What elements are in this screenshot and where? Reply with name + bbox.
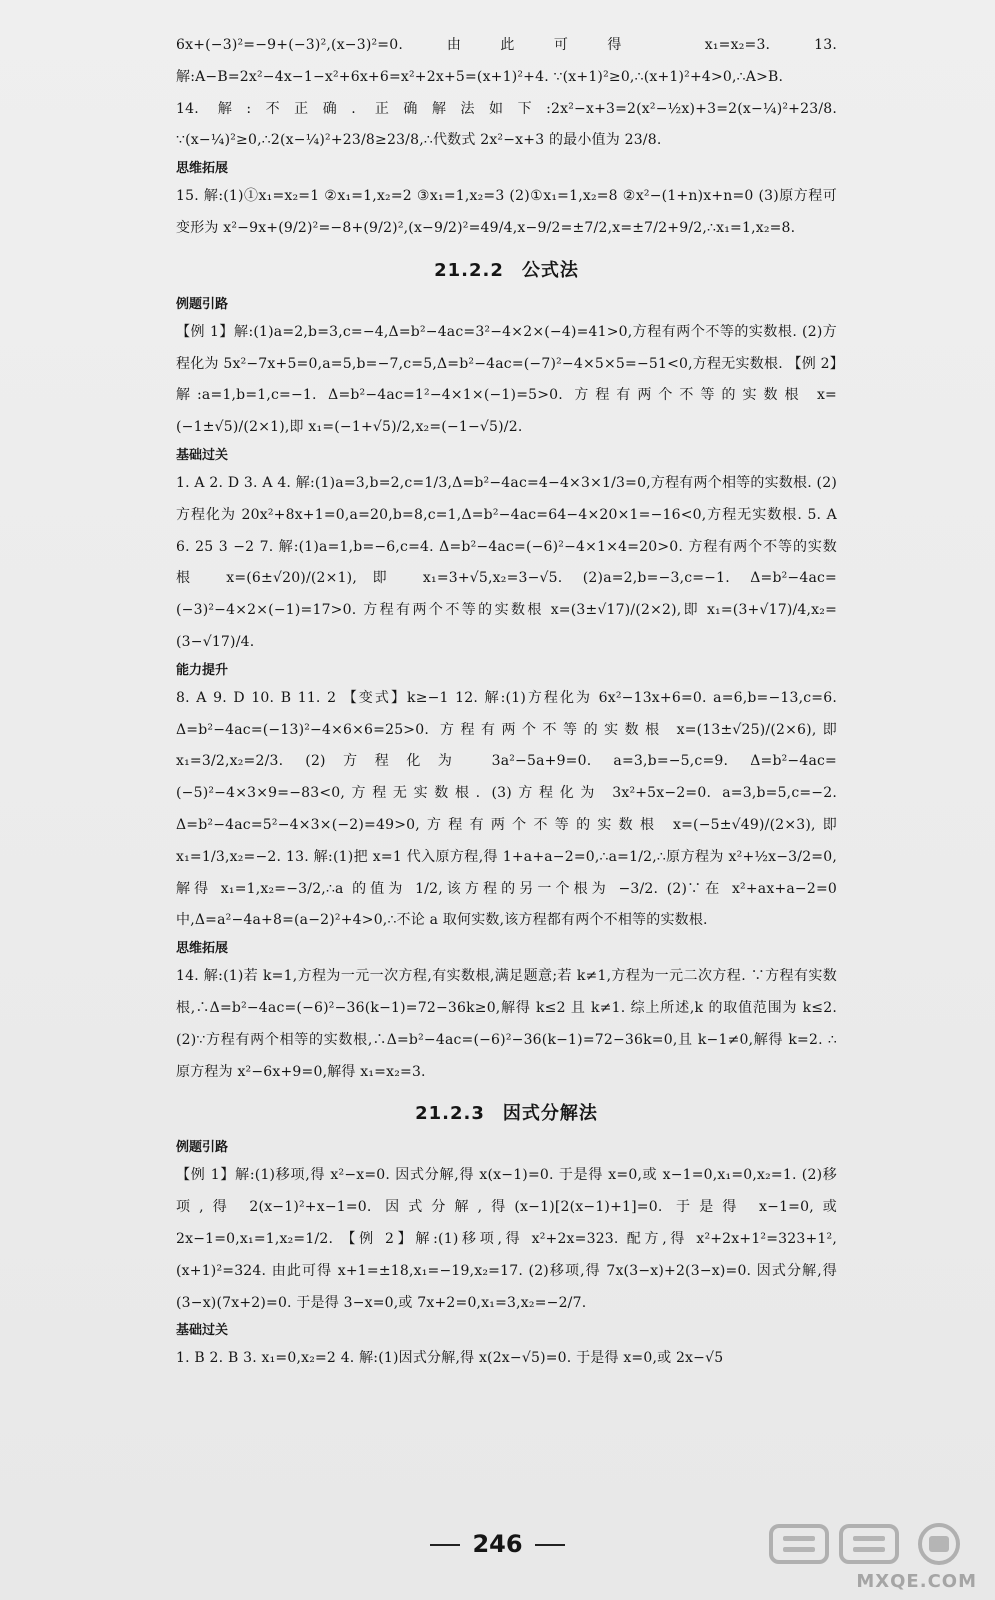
answer-14: 14. 解:不正确. 正确解法如下:2x²−x+3=2(x²−½x)+3=2(x−¼)²+23/8. ∵(x−¼)²≥0,∴2(x−¼)²+23/8≥23/8,∴代数式 2x²−x+3 的最小值为 23/8. xyxy=(176,100,837,149)
section-name: 因式分解法 xyxy=(502,1103,598,1125)
ability-formula: 8. A 9. D 10. B 11. 2 【变式】k≥−1 12. 解:(1)方程化为 6x²−13x+6=0. a=6,b=−13,c=6. Δ=b²−4ac=(−13)²−4×6×6=25>0. 方程有两个不等的实数根 x=(13±√25)/(2×6),即 x₁=3/2,x₂=2/3. (2)方程化为 3a²−5a+9=0. a=3,b=−5,c=9. Δ=b²−4ac=(−5)²−4×3×9=−83<0,方程无实数根. (3)方程化为 3x²+5x−2=0. a=3,b=5,c=−2. Δ=b²−4ac=5²−4×3×(−2)=49>0,方程有两个不等的实数根 x=(−5±√49)/(2×3),即 x₁=1/3,x₂=−2. 13. 解:(1)把 x=1 代入原方程,得 1+a+a−2=0,∴a=1/2,∴原方程为 x²+½x−3/2=0,解得 x₁=1,x₂=−3/2,∴a 的值为 1/2,该方程的另一个根为 −3/2. (2)∵在 x²+ax+a−2=0 中,Δ=a²−4a+8=(a−2)²+4>0,∴不论 a 取何实数,该方程都有两个不相等的实数根. xyxy=(176,689,837,929)
thinking-formula: 14. 解:(1)若 k=1,方程为一元一次方程,有实数根,满足题意;若 k≠1,方程为一元二次方程. ∵方程有实数根,∴Δ=b²−4ac=(−6)²−36(k−1)=72−36k≥0,解得 k≤2 且 k≠1. 综上所述,k 的取值范围为 k≤2. (2)∵方程有两个相等的实数根,∴Δ=b²−4ac=(−6)²−36(k−1)=72−36k=0,且 k−1≠0,解得 k=2. ∴原方程为 x²−6x+9=0,解得 x₁=x₂=3. xyxy=(176,968,837,1080)
label-examples: 例题引路 xyxy=(176,296,229,312)
section-name: 公式法 xyxy=(521,259,579,281)
label-ability: 能力提升 xyxy=(176,662,229,678)
section-title-formula xyxy=(176,249,837,293)
section-number: 21.2.2 xyxy=(434,259,504,281)
label-thinking-expand: 思维拓展 xyxy=(176,161,229,177)
section-title-factor xyxy=(176,1092,837,1136)
examples-factor: 【例 1】解:(1)移项,得 x²−x=0. 因式分解,得 x(x−1)=0. 于是得 x=0,或 x−1=0,x₁=0,x₂=1. (2)移项,得 2(x−1)²+x−1=0. 因式分解,得(x−1)[2(x−1)+1]=0. 于是得 x−1=0,或 2x−1=0,x₁=1,x₂=1/2. 【例 2】解:(1)移项,得 x²+2x=323. 配方,得 x²+2x+1²=323+1²,(x+1)²=324. 由此可得 x+1=±18,x₁=−19,x₂=17. (2)移项,得 7x(3−x)+2(3−x)=0. 因式分解,得(3−x)(7x+2)=0. 于是得 3−x=0,或 7x+2=0,x₁=3,x₂=−2/7. xyxy=(176,1167,837,1311)
basic-factor: 1. B 2. B 3. x₁=0,x₂=2 4. 解:(1)因式分解,得 x(2x−√5)=0. 于是得 x=0,或 2x−√5 xyxy=(176,1350,724,1367)
watermark-logo xyxy=(755,1522,985,1592)
page-number-dash-left xyxy=(430,1544,460,1546)
label-thinking-expand-2: 思维拓展 xyxy=(176,941,229,957)
label-basic-2: 基础过关 xyxy=(176,1323,229,1339)
label-basic: 基础过关 xyxy=(176,447,229,463)
basic-formula: 1. A 2. D 3. A 4. 解:(1)a=3,b=2,c=1/3,Δ=b²−4ac=4−4×3×1/3=0,方程有两个相等的实数根. (2)方程化为 20x²+8x+1=0,a=20,b=8,c=1,Δ=b²−4ac=64−4×20×1=−16<0,方程无实数根. 5. A 6. 25 3 −2 7. 解:(1)a=1,b=−6,c=4. Δ=b²−4ac=(−6)²−4×1×4=20>0. 方程有两个不等的实数根 x=(6±√20)/(2×1),即 x₁=3+√5,x₂=3−√5. (2)a=2,b=−3,c=−1. Δ=b²−4ac=(−3)²−4×2×(−1)=17>0. 方程有两个不等的实数根 x=(3±√17)/(2×2),即 x₁=(3+√17)/4,x₂=(3−√17)/4. xyxy=(176,474,837,650)
page-number-dash-right xyxy=(535,1544,565,1546)
watermark-url: MXQE.COM xyxy=(856,1571,977,1592)
watermark-logo-icon xyxy=(767,1522,977,1566)
answer-15: 15. 解:(1)①x₁=x₂=1 ②x₁=1,x₂=2 ③x₁=1,x₂=3 (2)①x₁=1,x₂=8 ②x²−(1+n)x+n=0 (3)原方程可变形为 x²−9x+(9/2)²=−8+(9/2)²,(x−9/2)²=49/4,x−9/2=±7/2,x=±7/2+9/2,∴x₁=1,x₂=8. xyxy=(176,188,837,236)
page-number-text: 246 xyxy=(472,1530,523,1558)
section-number: 21.2.3 xyxy=(415,1103,485,1125)
label-examples-2: 例题引路 xyxy=(176,1140,229,1156)
answer-13: 6x+(−3)²=−9+(−3)²,(x−3)²=0. 由此可得 x₁=x₂=3. 13. 解:A−B=2x²−4x−1−x²+6x+6=x²+2x+5=(x+1)²+4. ∵(x+1)²≥0,∴(x+1)²+4>0,∴A>B. xyxy=(176,37,837,85)
examples-formula: 【例 1】解:(1)a=2,b=3,c=−4,Δ=b²−4ac=3²−4×2×(−4)=41>0,方程有两个不等的实数根. (2)方程化为 5x²−7x+5=0,a=5,b=−7,c=5,Δ=b²−4ac=(−7)²−4×5×5=−51<0,方程无实数根. 【例 2】解:a=1,b=1,c=−1. Δ=b²−4ac=1²−4×1×(−1)=5>0. 方程有两个不等的实数根 x=(−1±√5)/(2×1),即 x₁=(−1+√5)/2,x₂=(−1−√5)/2. xyxy=(176,323,837,436)
